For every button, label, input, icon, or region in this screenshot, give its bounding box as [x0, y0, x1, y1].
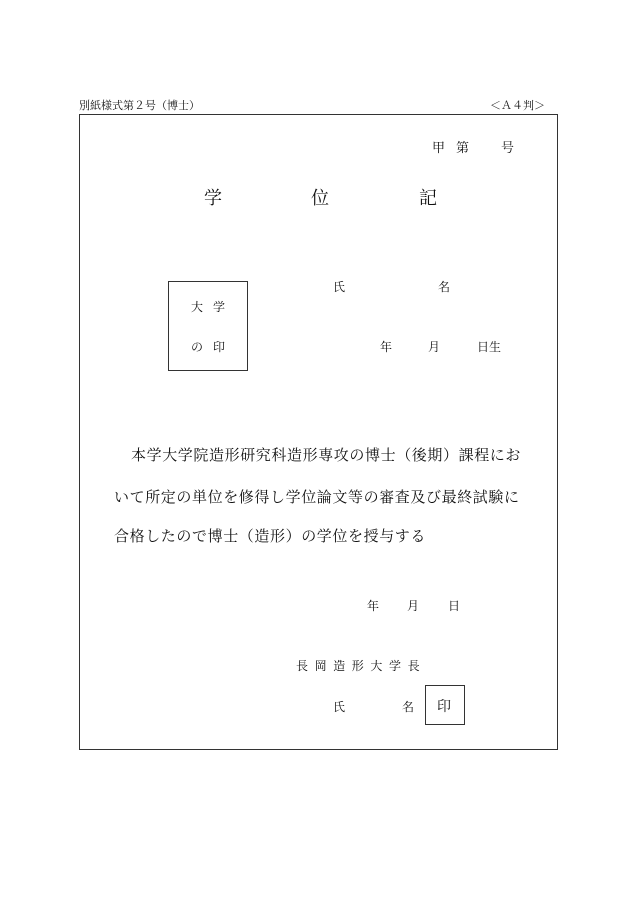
recipient-name-label-1: 氏: [333, 280, 346, 294]
president-name-label-2: 名: [402, 700, 415, 714]
president-name-label-1: 氏: [333, 700, 346, 714]
birth-month-label: 月: [428, 340, 441, 354]
seal-text-1a: 大: [191, 300, 204, 314]
body-text-line-2: いて所定の単位を修得し学位論文等の審査及び最終試験に: [114, 488, 520, 506]
certificate-number-prefix: 甲: [432, 141, 446, 156]
recipient-name-label-2: 名: [438, 280, 451, 294]
body-text-line-3: 合格したので博士（造形）の学位を授与する: [114, 527, 427, 545]
issue-month-label: 月: [407, 599, 420, 613]
birth-day-label: 日生: [477, 340, 502, 354]
title-char-2: 位: [311, 188, 329, 209]
title-char-3: 記: [419, 188, 437, 209]
seal-text-2b: 印: [213, 340, 226, 354]
paper-size-label: ＜Ａ４判＞: [490, 99, 545, 112]
title-char-1: 学: [204, 188, 222, 209]
president-seal-box: [425, 685, 465, 725]
president-title: 長岡造形大学長: [296, 659, 427, 673]
issue-year-label: 年: [367, 599, 380, 613]
certificate-number-suffix: 号: [501, 141, 515, 156]
issue-day-label: 日: [448, 599, 461, 613]
certificate-number-counter: 第: [456, 141, 470, 156]
form-number-label: 別紙様式第２号（博士）: [79, 99, 200, 112]
university-seal-box: [168, 281, 248, 371]
birth-year-label: 年: [380, 340, 393, 354]
seal-text-2a: の: [191, 340, 204, 354]
body-text-line-1: 本学大学院造形研究科造形専攻の博士（後期）課程にお: [131, 446, 522, 464]
seal-text-1b: 学: [213, 300, 226, 314]
president-seal-text: 印: [437, 699, 451, 715]
